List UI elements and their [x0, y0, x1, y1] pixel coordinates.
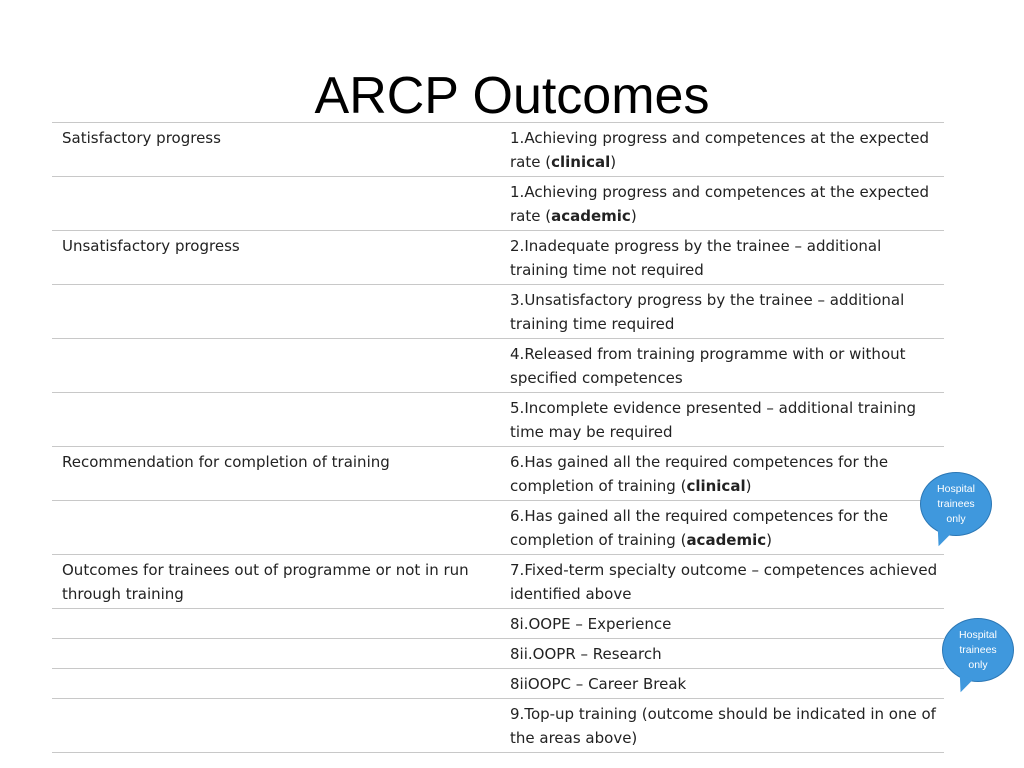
outcome-cell [500, 555, 944, 609]
outcome-cell [500, 447, 944, 501]
table-row [52, 123, 944, 177]
outcome-cell [500, 285, 944, 339]
category-cell [52, 639, 500, 669]
outcome-cell [500, 177, 944, 231]
category-cell [52, 669, 500, 699]
outcome-text-end: ) [745, 477, 752, 495]
hospital-trainees-callout-2: Hospital trainees only [942, 618, 1014, 682]
outcome-cell [500, 501, 944, 555]
outcome-emphasis: clinical [686, 477, 746, 495]
table-row [52, 339, 944, 393]
category-cell: Recommendation for completion of training [52, 447, 500, 501]
category-cell: Outcomes for trainees out of programme or not in run through training [52, 555, 500, 609]
outcome-text: 1.Achieving progress and competences at the expected rate ( [510, 183, 929, 225]
outcomes-table [52, 122, 944, 753]
table-row [52, 669, 944, 699]
table-row [52, 555, 944, 609]
outcome-cell [500, 669, 944, 699]
outcome-emphasis: clinical [551, 153, 611, 171]
outcome-text: 5.Incomplete evidence presented – additional training time may be required [510, 399, 917, 441]
table-row [52, 285, 944, 339]
category-cell [52, 339, 500, 393]
category-cell [52, 699, 500, 753]
hospital-trainees-callout-1: Hospital trainees only [920, 472, 992, 536]
table-row [52, 501, 944, 555]
table-row [52, 699, 944, 753]
outcome-text: 4.Released from training programme with or without specified competences [510, 345, 906, 387]
category-cell [52, 609, 500, 639]
outcome-text: 8iiOOPC – Career Break [510, 675, 687, 693]
outcome-cell [500, 609, 944, 639]
page-title: ARCP Outcomes [314, 67, 710, 125]
outcome-text: 3.Unsatisfactory progress by the trainee – additional training time required [510, 291, 905, 333]
category-cell [52, 393, 500, 447]
outcome-text: 2.Inadequate progress by the trainee – additional training time not required [510, 237, 882, 279]
outcome-text: 6.Has gained all the required competences for the completion of training ( [510, 507, 889, 549]
category-cell [52, 285, 500, 339]
outcome-text-end: ) [610, 153, 617, 171]
outcome-text: 6.Has gained all the required competences for the completion of training ( [510, 453, 889, 495]
table-row [52, 609, 944, 639]
category-cell [52, 177, 500, 231]
outcome-text-end: ) [630, 207, 637, 225]
outcome-text: 8ii.OOPR – Research [510, 645, 662, 663]
outcome-cell [500, 231, 944, 285]
category-cell: Satisfactory progress [52, 123, 500, 177]
outcome-text: 7.Fixed-term specialty outcome – competences achieved identified above [510, 561, 938, 603]
category-cell [52, 501, 500, 555]
outcome-cell [500, 639, 944, 669]
outcome-text: 1.Achieving progress and competences at the expected rate ( [510, 129, 929, 171]
outcome-cell [500, 339, 944, 393]
outcome-emphasis: academic [551, 207, 631, 225]
table-row [52, 393, 944, 447]
table-row [52, 177, 944, 231]
table-row [52, 447, 944, 501]
category-cell: Unsatisfactory progress [52, 231, 500, 285]
table-row [52, 231, 944, 285]
outcome-emphasis: academic [686, 531, 767, 549]
outcome-text: 8i.OOPE – Experience [510, 615, 672, 633]
table-row [52, 639, 944, 669]
outcome-text-end: ) [766, 531, 773, 549]
outcome-cell [500, 123, 944, 177]
outcome-cell [500, 699, 944, 753]
outcome-text: 9.Top-up training (outcome should be indicated in one of the areas above) [510, 705, 936, 747]
outcome-cell [500, 393, 944, 447]
